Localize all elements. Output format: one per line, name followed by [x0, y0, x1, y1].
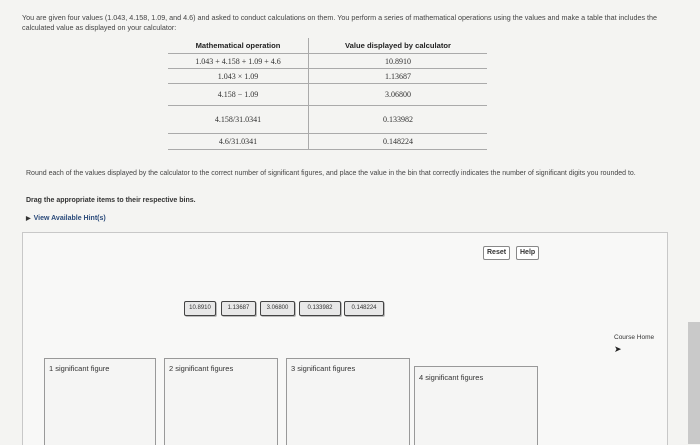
table-row-value: 0.133982	[309, 106, 488, 134]
bin-2-sig-figs[interactable]	[164, 358, 278, 445]
table-row-operation: 1.043 × 1.09	[168, 69, 309, 84]
view-hints-link[interactable]	[26, 215, 106, 222]
draggable-chip[interactable]: 10.8910	[184, 301, 216, 316]
bin-1-sig-fig[interactable]	[44, 358, 156, 445]
reset-button[interactable]: Reset	[483, 246, 510, 260]
bin-label: 3 significant figures	[291, 364, 356, 373]
table-row-operation: 4.6/31.0341	[168, 134, 309, 150]
help-button[interactable]: Help	[516, 246, 539, 260]
table-row-operation: 1.043 + 4.158 + 1.09 + 4.6	[168, 54, 309, 69]
bin-label: 4 significant figures	[419, 373, 484, 382]
table-row-value: 0.148224	[309, 134, 488, 150]
draggable-chip[interactable]: 0.148224	[344, 301, 384, 316]
drag-instruction: Drag the appropriate items to their respective bins.	[26, 197, 196, 204]
problem-intro: You are given four values (1.043, 4.158, 1.09, and 4.6) and asked to conduct calculations on them. You perform a series of mathematical operations using the values and make a table that includes the calculated value as displayed on your calculator:	[22, 13, 658, 32]
bin-3-sig-figs[interactable]	[286, 358, 410, 445]
bin-4-sig-figs[interactable]	[414, 366, 538, 445]
view-hints-label: View Available Hint(s)	[33, 215, 106, 222]
operations-table	[168, 38, 487, 150]
header-operation: Mathematical operation	[168, 38, 309, 54]
bin-label: 2 significant figures	[169, 364, 234, 373]
course-home-link[interactable]: Course Home	[614, 334, 655, 341]
draggable-chip[interactable]: 1.13687	[221, 301, 256, 316]
instructions-text: Round each of the values displayed by the calculator to the correct number of significant figures, and place the value in the bin that correctly indicates the number of significant digits you rounded to.	[26, 170, 636, 177]
header-value: Value displayed by calculator	[309, 38, 488, 54]
table-row-operation: 4.158 − 1.09	[168, 84, 309, 106]
scrollbar[interactable]	[688, 322, 700, 444]
caret-right-icon: ▶	[26, 216, 31, 222]
draggable-chip[interactable]: 3.06800	[260, 301, 295, 316]
bin-label: 1 significant figure	[49, 364, 110, 373]
table-row-value: 10.8910	[309, 54, 488, 69]
table-row-operation: 4.158/31.0341	[168, 106, 309, 134]
table-row-value: 1.13687	[309, 69, 488, 84]
mouse-pointer-icon: ➤	[614, 344, 622, 354]
table-row-value: 3.06800	[309, 84, 488, 106]
draggable-chip[interactable]: 0.133982	[299, 301, 341, 316]
